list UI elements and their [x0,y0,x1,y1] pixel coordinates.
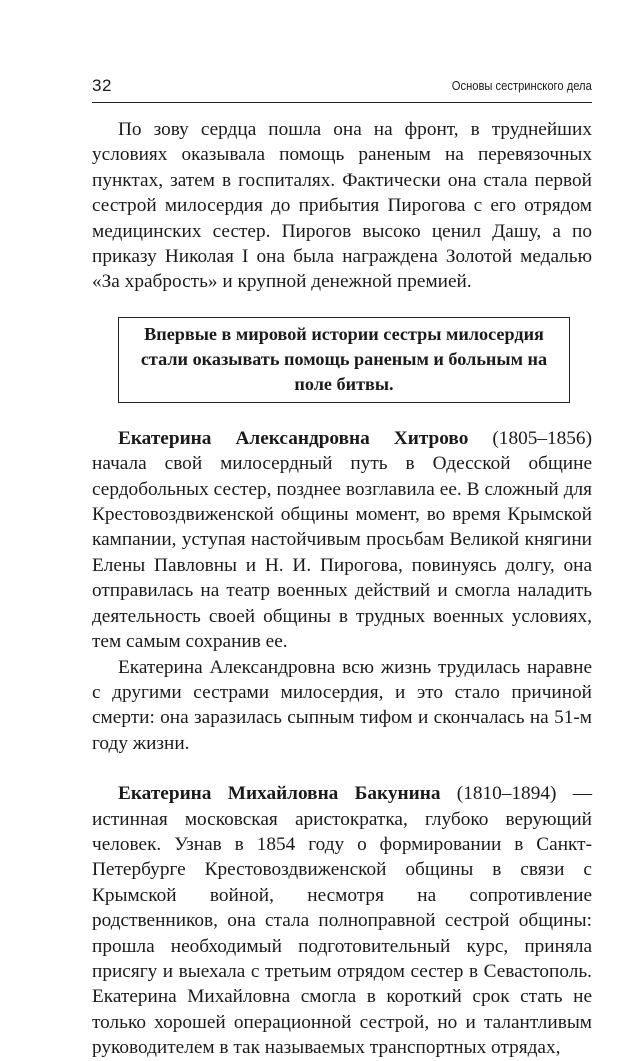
page-number: 32 [92,76,112,95]
running-title: Основы сестринского дела [451,78,592,93]
callout-box: Впервые в мировой истории сестры милосердия стали оказывать помощь раненым и больным на поле битвы. [118,317,570,403]
name-bakunina: Екатерина Михайловна Бакунина [118,783,441,805]
paragraph-bakunina [92,781,592,1060]
text-bakunina: (1810–1894) — истинная московская аристократка, глубоко верующий человек. Узнав в 1854 году о формировании в Санкт-Петербурге Крестовоздвиженской общины в связи с Крымской войной, несмотря на сопротивление родственников, она стала полноправной сестрой общины: прошла необходимый подготовительный курс, приняла присягу и выехала с третьим отрядом сестер в Севастополь. Екатерина Михайловна смогла в короткий срок стать не только хорошей операционной сестрой, но и талантливым руководителем в так называемых транспортных отрядах, [92,783,592,1059]
text-khitrovo: (1805–1856) начала свой милосердный путь в Одесской общине сердобольных сестер, позднее возглавила ее. В сложный для Крестовоздвиженской общины момент, во время Крымской кампании, уступая настойчивым просьбам Великой княгини Елены Павловны и Н. И. Пирогова, повинуясь долгу, она отправилась на театр военных действий и смогла наладить деятельность своей общины в трудных военных условиях, тем самым сохранив ее. [92,427,592,653]
paragraph-dasha: По зову сердца пошла она на фронт, в труднейших условиях оказывала помощь раненым на перевязочных пунктах, затем в госпиталях. Фактически она стала первой сестрой милосердия до прибытия Пирогова с его отрядом медицинских сестер. Пирогов высоко ценил Дашу, а по приказу Николая I она была награждена Золотой медалью «За храбрость» и крупной денежной премией. [92,119,592,293]
name-khitrovo: Екатерина Александровна Хитрово [118,427,469,449]
paragraph-khitrovo [92,426,592,655]
paragraph-khitrovo-death: Екатерина Александровна всю жизнь трудилась наравне с другими сестрами милосердия, и это стало причиной смерти: она заразилась сыпным тифом и скончалась на 51-м году жизни. [92,656,592,754]
body-text [92,117,592,1061]
paragraph-gap [92,756,592,781]
page-header [92,72,592,103]
